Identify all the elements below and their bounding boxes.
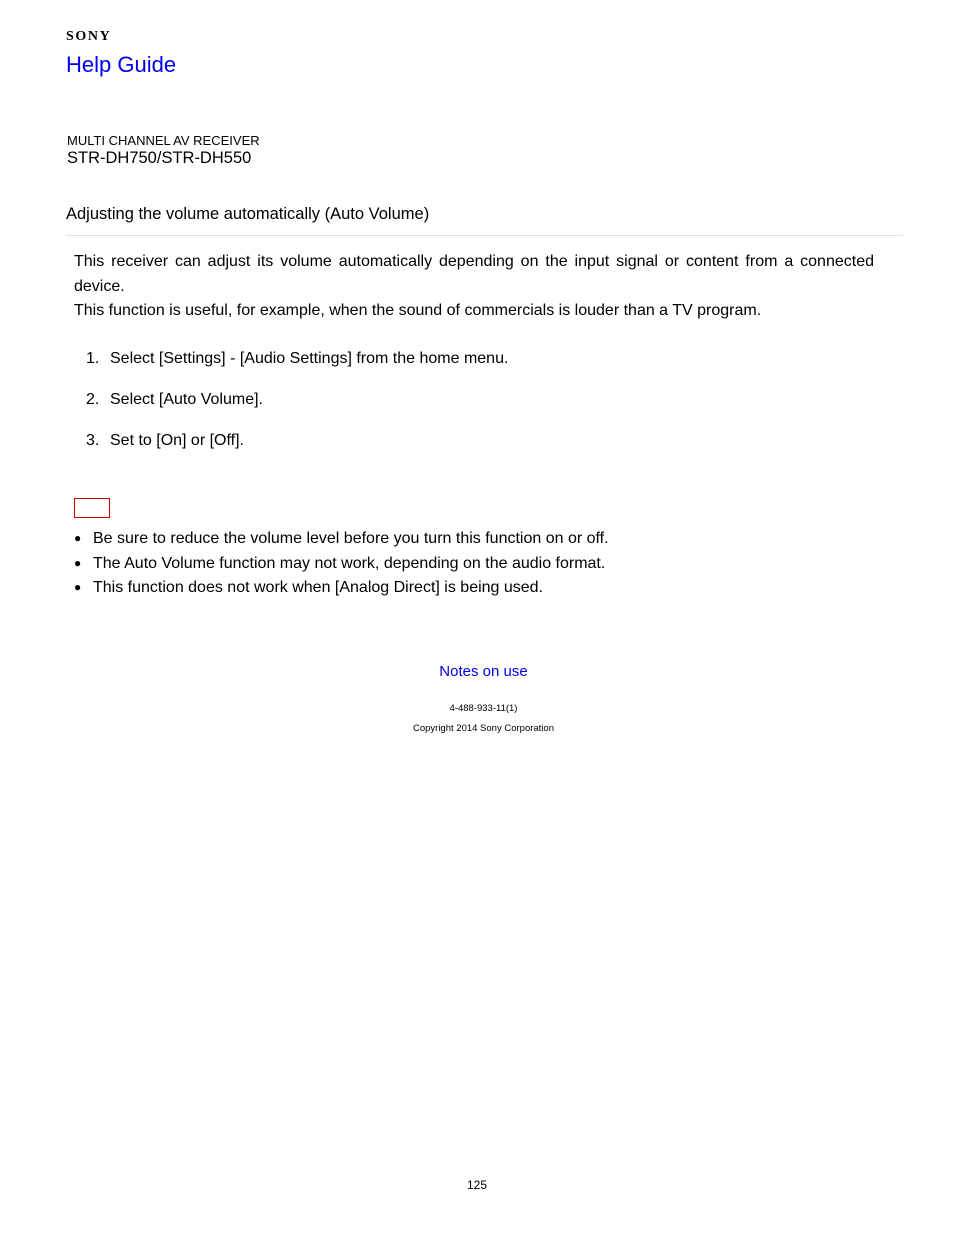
related-topic xyxy=(0,663,954,680)
step-number: 2. xyxy=(86,391,100,408)
intro-paragraph: This function is useful, for example, when the sound of commercials is louder than a TV program. xyxy=(74,302,762,319)
step-number: 1. xyxy=(86,350,100,367)
step-item xyxy=(86,388,508,429)
note-item xyxy=(74,527,609,552)
document-number: 4-488-933-11(1) xyxy=(449,703,518,714)
bullet-icon: ● xyxy=(74,531,82,545)
step-text: Set to [On] or [Off]. xyxy=(110,432,244,449)
copyright: Copyright 2014 Sony Corporation xyxy=(412,723,554,734)
product-model: STR-DH750/STR-DH550 xyxy=(67,149,252,167)
bullet-icon: ● xyxy=(74,555,82,570)
note-item xyxy=(74,552,609,577)
note-heading-box xyxy=(74,498,110,518)
step-number: 3. xyxy=(86,432,100,449)
bullet-icon: ● xyxy=(74,580,82,594)
note-item xyxy=(74,576,609,601)
note-text: This function does not work when [Analog Direct] is being used. xyxy=(93,579,544,596)
note-text: Be sure to reduce the volume level before you turn this function on or off. xyxy=(93,530,609,547)
title-divider xyxy=(66,235,903,236)
steps-list xyxy=(86,347,508,470)
step-item xyxy=(86,429,508,470)
notes-list xyxy=(74,527,609,601)
help-guide-link[interactable]: Help Guide xyxy=(66,52,177,77)
step-item xyxy=(86,347,508,388)
page-number: 125 xyxy=(466,1178,488,1192)
step-text: Select [Settings] - [Audio Settings] from the home menu. xyxy=(110,350,509,367)
intro-text xyxy=(74,250,874,324)
product-category: MULTI CHANNEL AV RECEIVER xyxy=(67,133,260,148)
step-text: Select [Auto Volume]. xyxy=(110,391,263,408)
note-text: The Auto Volume function may not work, depending on the audio format. xyxy=(93,554,606,572)
intro-paragraph: This receiver can adjust its volume automatically depending on the input signal or content from a connected device. xyxy=(74,253,874,295)
notes-on-use-link[interactable]: Notes on use xyxy=(439,663,528,680)
sony-logo: SONY xyxy=(66,29,112,44)
page-title: Adjusting the volume automatically (Auto Volume) xyxy=(66,205,430,223)
